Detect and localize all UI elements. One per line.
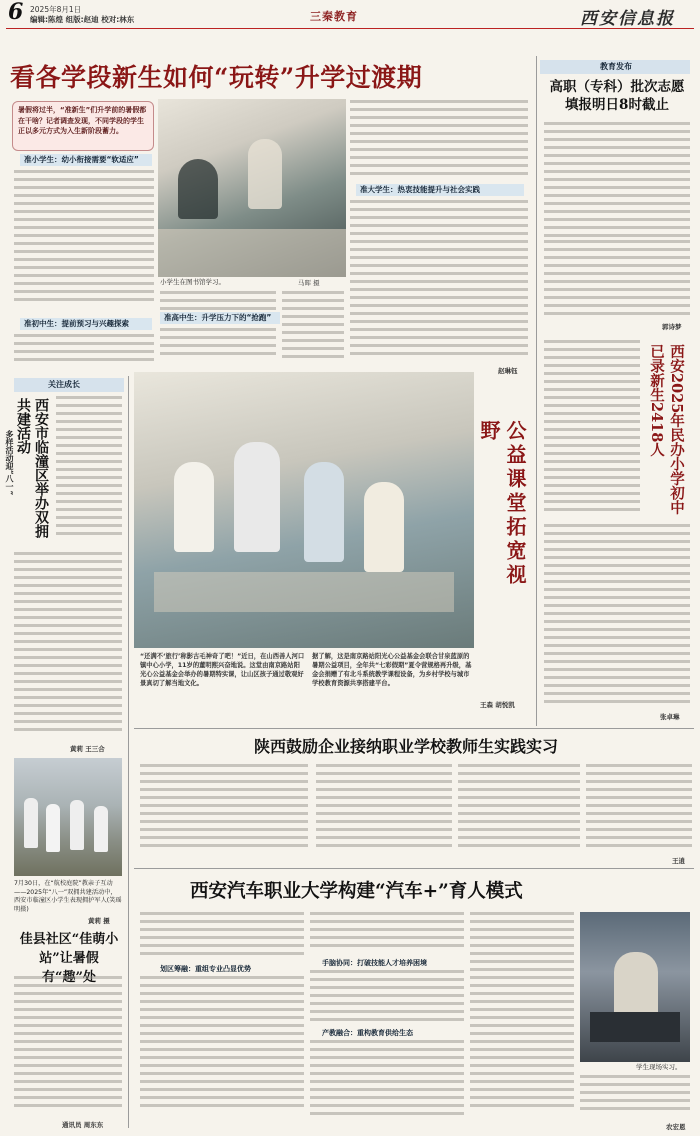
community-label-text: 关注成长 (48, 380, 80, 389)
sidebar-label-text: 教育发布 (600, 62, 632, 71)
drum-col-3 (458, 764, 580, 856)
public-class-vertical-title (476, 420, 528, 610)
community-byline: 黄莉 王三合 (70, 745, 105, 753)
auto-sub-1: 划区筹融：重组专业凸显优势 (160, 965, 251, 973)
community-text-b (14, 552, 122, 742)
community-headline-text: 西安市临潼区举办双拥共建活动 (15, 398, 49, 538)
lead-col2-text-b (160, 328, 276, 364)
lead-photo-credit: 马晖 摄 (298, 279, 320, 287)
lead-col4-text-a (350, 100, 528, 180)
public-class-caption-2: 据了解，这是南京路站阳光心公益基金会联合甘泉蓝原的暑期公益项目，全年共“七彩假期”夏令营规格再升级，基金会捐赠了有北斗系统教学课程设备，为乡村学校与城市学校教育资源共享搭建平台。 (312, 653, 472, 687)
auto-col-2-c (310, 1040, 464, 1118)
lead-photo-caption: 小学生在图书馆学习。 (160, 278, 225, 286)
page-number: 6 (8, 0, 24, 25)
header-rule (6, 28, 694, 29)
community-subhead (4, 430, 18, 540)
jiayuan-headline: 佳县社区“佳萌小站”让暑假有“趣”处 (19, 932, 119, 985)
auto-col-4 (580, 1075, 690, 1117)
enroll-headline (646, 344, 690, 524)
lead-headline: 看各学段新生如何“玩转”升学过渡期 (10, 63, 423, 92)
jiayuan-byline: 通讯员 周东东 (62, 1121, 104, 1129)
community-headline (14, 398, 49, 548)
sidebar-divider (536, 56, 537, 726)
sidebar-text-a (544, 122, 690, 240)
jiayuan-text (14, 976, 122, 1116)
community-label (14, 378, 124, 392)
auto-photo-caption: 学生现场实习。 (636, 1063, 682, 1071)
auto-col-2-b (310, 970, 464, 1026)
auto-col-3 (470, 912, 574, 1118)
lead-col2-text-a (160, 291, 276, 311)
drum-col-1 (140, 764, 308, 856)
drum-col-4 (586, 764, 692, 856)
auto-headline: 西安汽车职业大学构建“汽车+”育人模式 (190, 881, 523, 902)
auto-sub-2: 手脑协同：打破技能人才培养困境 (322, 959, 427, 967)
auto-photo (580, 912, 690, 1062)
drum-headline: 陕西鼓励企业接纳职业学校教师生实践实习 (253, 737, 558, 756)
lead-byline: 赵琳钰 (498, 367, 518, 375)
community-photo (14, 758, 122, 876)
auto-col-1-b (140, 976, 304, 1116)
masthead-logo: 西安信息报 (580, 9, 675, 29)
enroll-headline-text: 西安2025年民办小学初中已录新生2418人 (648, 344, 685, 515)
public-class-photo (134, 372, 474, 648)
lead-sub-1: 准小学生：幼小衔接需要“软适应” (20, 154, 152, 166)
sidebar-byline-1: 郭诗梦 (662, 323, 682, 331)
public-class-caption: “还满不‘旅行’称影古毛神奇了吧！”近日，在山西善人河口镇中心小学，11岁的董明熙兴奋地说。这堂由南京路站阳光心公益基金会举办的暑期特实课，让山区孩子通过敬观好景真切了解当地文化。 (140, 653, 305, 687)
lead-col4-text-b (350, 200, 528, 364)
drum-rule (134, 728, 694, 729)
sidebar-text-b (544, 240, 690, 320)
lead-col1-text-a (14, 170, 154, 310)
sidebar-text-c (544, 340, 640, 520)
sidebar-label (540, 60, 690, 74)
community-text-a (56, 396, 122, 546)
lead-deck (12, 101, 154, 151)
page-header (0, 0, 700, 54)
auto-byline: 农宏恩 (666, 1123, 686, 1131)
auto-sub-3: 产教融合：重构教育供给生态 (322, 1029, 413, 1037)
community-divider (128, 376, 129, 1128)
auto-col-2-a (310, 912, 464, 954)
drum-byline: 王逍 (672, 857, 685, 865)
lead-sub-2: 准初中生：提前预习与兴趣探索 (20, 318, 152, 330)
lead-sub-3: 准高中生：升学压力下的“抢跑” (160, 312, 280, 324)
auto-rule (134, 868, 694, 869)
sidebar-text-d (544, 524, 690, 710)
lead-photo (158, 99, 346, 277)
lead-col3-text-a (282, 291, 344, 361)
lead-deck-text: 暑假将过半，“准新生”们升学前的暑假都在干啥？记者调查发现，不同学段的学生正以多元方式为入生新阶段蓄力。 (18, 106, 147, 135)
issue-date: 2025年8月1日 (30, 5, 82, 14)
sidebar-byline-2: 张卓琳 (660, 713, 680, 721)
drum-col-2 (316, 764, 452, 856)
sidebar-headline: 高职（专科）批次志愿填报明日8时截止 (549, 79, 685, 113)
community-subhead-text: 多样活动迎“八一” (5, 430, 15, 496)
editors-line: 编辑:陈煌 组版:赵迪 校对:林东 (30, 15, 135, 24)
lead-col1-text-b (14, 334, 154, 362)
lead-sub-4: 准大学生：热衷技能提升与社会实践 (356, 184, 524, 196)
community-photo-caption: 7月30日，在“航校庭院”教亲子互动——2025年“八一”双拥共建活动中，西安市临潼区小学生表现拥护军人(笑瑶明摄) (14, 880, 122, 913)
public-class-vertical-title-text: 公益课堂拓宽视野 (477, 420, 527, 588)
section-title: 三秦教育 (310, 10, 358, 23)
public-class-byline: 王森 胡悦凯 (480, 701, 515, 709)
community-photo-credit: 黄莉 摄 (88, 917, 110, 925)
auto-col-1-a (140, 912, 304, 964)
